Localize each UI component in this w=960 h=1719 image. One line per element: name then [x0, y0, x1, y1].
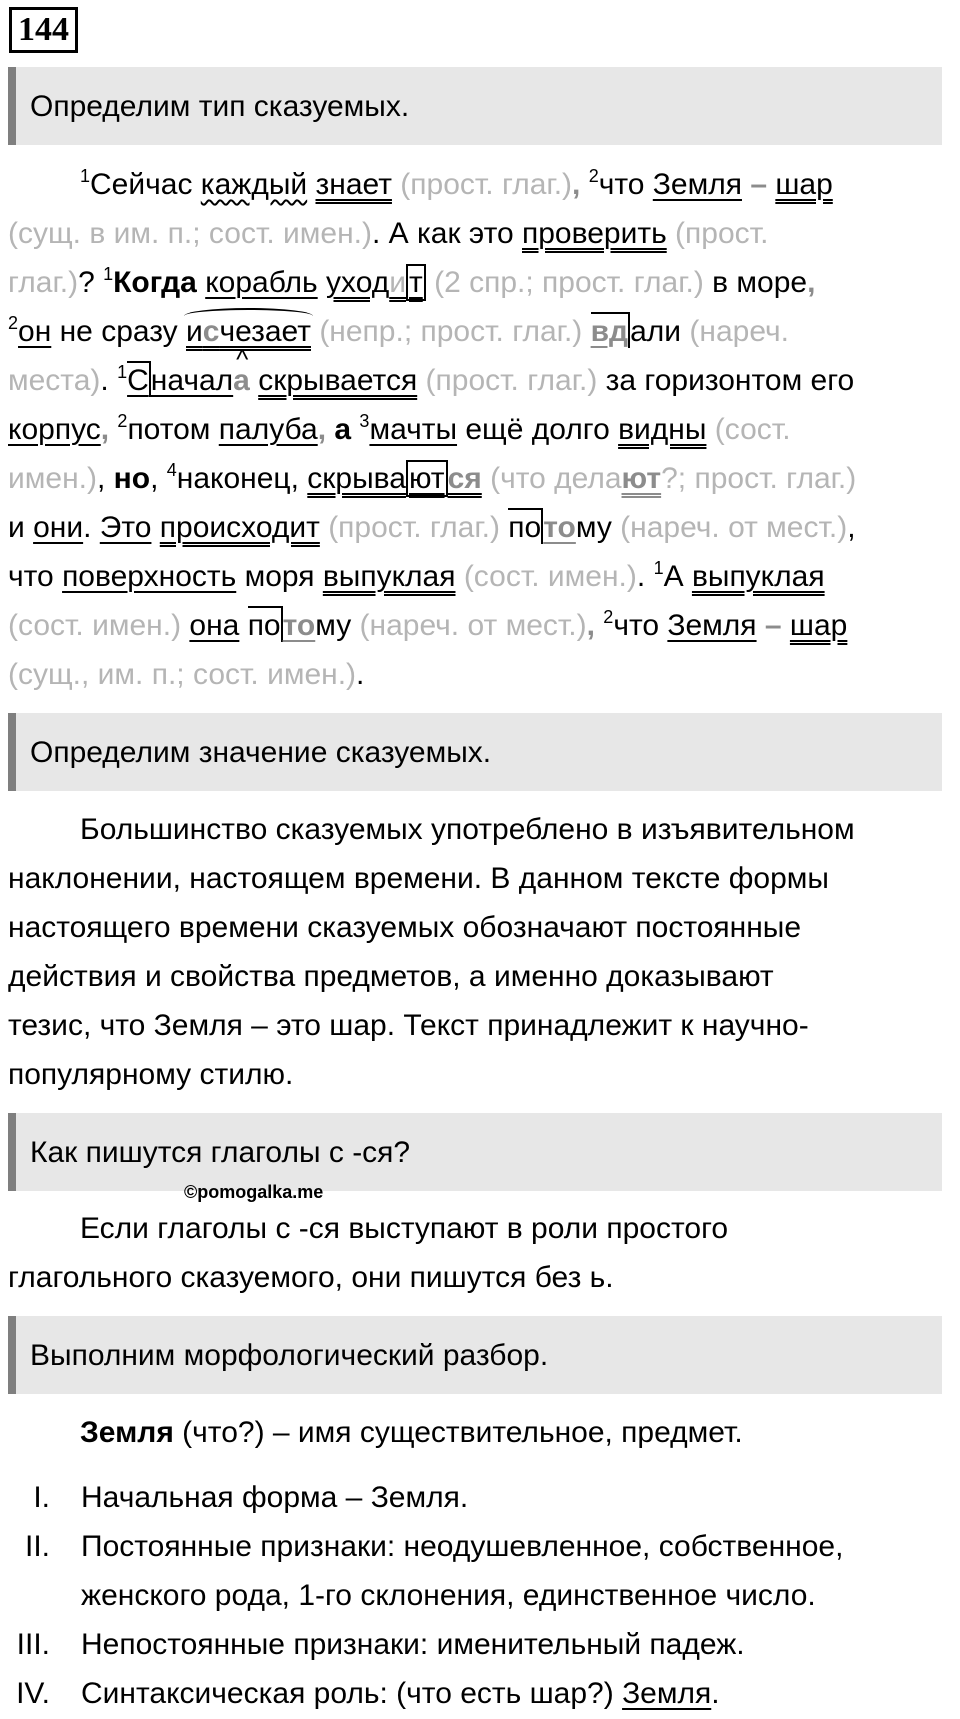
list-item: Постоянные признаки: неодушевленное, собственное, — [81, 1530, 844, 1563]
subject-word: Земля — [622, 1677, 712, 1710]
list-item: Начальная форма – Земля. — [81, 1481, 469, 1514]
subject-word: корабль — [205, 266, 318, 299]
paragraph-line: глагольного сказуемого, они пишутся без ь. — [8, 1261, 614, 1294]
analysis-line-5: места). $^1$Сначал^ а скрывается (прост. глаг.) за горизонтом его — [8, 363, 854, 399]
morph-word: Земля — [80, 1416, 174, 1449]
stress-mark: ^ а — [233, 363, 250, 399]
predicate-word: скрывается — [258, 364, 418, 397]
paragraph-line: Большинство сказуемых употреблено в изъявительном — [80, 813, 855, 846]
clause-number: 1 — [80, 166, 91, 186]
subject-word: корпус — [8, 413, 101, 446]
subject-word: они — [33, 511, 84, 544]
analysis-line-10: (сост. имен.) она потому (нареч. от мест.), $^2$что Земля – шар — [8, 607, 848, 642]
task-number: 144 — [9, 7, 78, 53]
subject-word: палуба — [218, 413, 318, 446]
predicate-word: выпуклая — [691, 560, 825, 593]
subject-word: Земля — [667, 609, 757, 642]
analysis-line-2: (сущ. в им. п.; сост. имен.). А как это проверить (прост. — [8, 217, 769, 250]
paragraph-line: настоящего времени сказуемых обозначают постоянные — [8, 911, 802, 944]
subject-word: Земля — [652, 168, 742, 201]
predicate-word: проверить — [522, 217, 667, 250]
predicate-word: шар — [775, 168, 833, 201]
analysis-line-9: что поверхность моря выпуклая (сост. имен.). $^1$А выпуклая — [8, 558, 825, 593]
prefix-mark: С — [127, 361, 151, 397]
analysis-line-7: имен.), но, $^4$наконец, скрыва ют ся (что делают?; прост. глаг.) — [8, 460, 857, 495]
predicate-word: скрыва ют ся — [307, 462, 482, 495]
predicate-word: происходит — [159, 511, 320, 544]
analysis-line-4: $^2$он не сразу исчезает (непр.; прост. глаг.) вдали (нареч. — [8, 313, 789, 348]
list-number: III. — [16, 1628, 50, 1661]
ending-box: т — [406, 264, 426, 301]
analysis-line-3: глаг.)? $^1$Когда корабль уходи т (2 спр.; прост. глаг.) в море, — [8, 264, 816, 299]
section-heading-predicate-type: Определим тип сказуемых. — [8, 67, 942, 145]
paragraph-line: наклонении, настоящем времени. В данном тексте формы — [8, 862, 829, 895]
list-number: II. — [24, 1530, 50, 1563]
morph-intro: Земля (что?) – имя существительное, предмет. — [80, 1416, 743, 1449]
paragraph-line: Если глаголы с -ся выступают в роли простого — [80, 1212, 729, 1245]
ending-box: ют — [406, 460, 448, 497]
section-heading-predicate-meaning: Определим значение сказуемых. — [8, 713, 942, 791]
subject-word: поверхность — [62, 560, 237, 593]
list-number: IV. — [16, 1677, 50, 1710]
predicate-word: уходи т — [326, 264, 426, 301]
subject-word: она — [189, 609, 240, 642]
predicate-word: видны — [618, 413, 707, 446]
subject-word: Это — [99, 511, 152, 544]
analysis-line-6: корпус, $^2$потом палуба, а $^3$мачты ещё долго видны (сост. — [8, 411, 791, 446]
predicate-word: выпуклая — [322, 560, 456, 593]
predicate-word: шар — [789, 609, 848, 642]
list-item: Непостоянные признаки: именительный падеж. — [81, 1628, 745, 1661]
paragraph-line: действия и свойства предметов, а именно доказывают — [8, 960, 774, 993]
subject-word: мачты — [369, 413, 458, 446]
prefix-mark: вд — [591, 312, 631, 348]
section-heading-morph-analysis: Выполним морфологический разбор. — [8, 1316, 942, 1394]
paragraph-line: тезис, что Земля – это шар. Текст принадлежит к научно- — [8, 1009, 809, 1042]
list-item-continued: женского рода, 1-го склонения, единственное число. — [81, 1579, 816, 1612]
subject-word: каждый — [200, 168, 308, 201]
list-number: I. — [33, 1481, 50, 1514]
analysis-line-11: (сущ., им. п.; сост. имен.). — [8, 658, 365, 691]
list-item: Синтаксическая роль: (что есть шар?) Земля. — [81, 1677, 720, 1710]
section-heading-sya-verbs: Как пишутся глаголы с -ся? — [8, 1113, 942, 1191]
predicate-word: исчезает — [186, 315, 311, 348]
analysis-line-8: и они. Это происходит (прост. глаг.) потому (нареч. от мест.), — [8, 510, 856, 546]
analysis-line-1: $^1$Сейчас каждый знает (прост. глаг.), $^2$что Земля – шар — [80, 166, 833, 201]
paragraph-line: популярному стилю. — [8, 1058, 294, 1091]
subject-word: он — [18, 315, 52, 348]
subject-word: знает — [315, 168, 392, 201]
watermark: ©pomogalka.me — [184, 1182, 324, 1202]
